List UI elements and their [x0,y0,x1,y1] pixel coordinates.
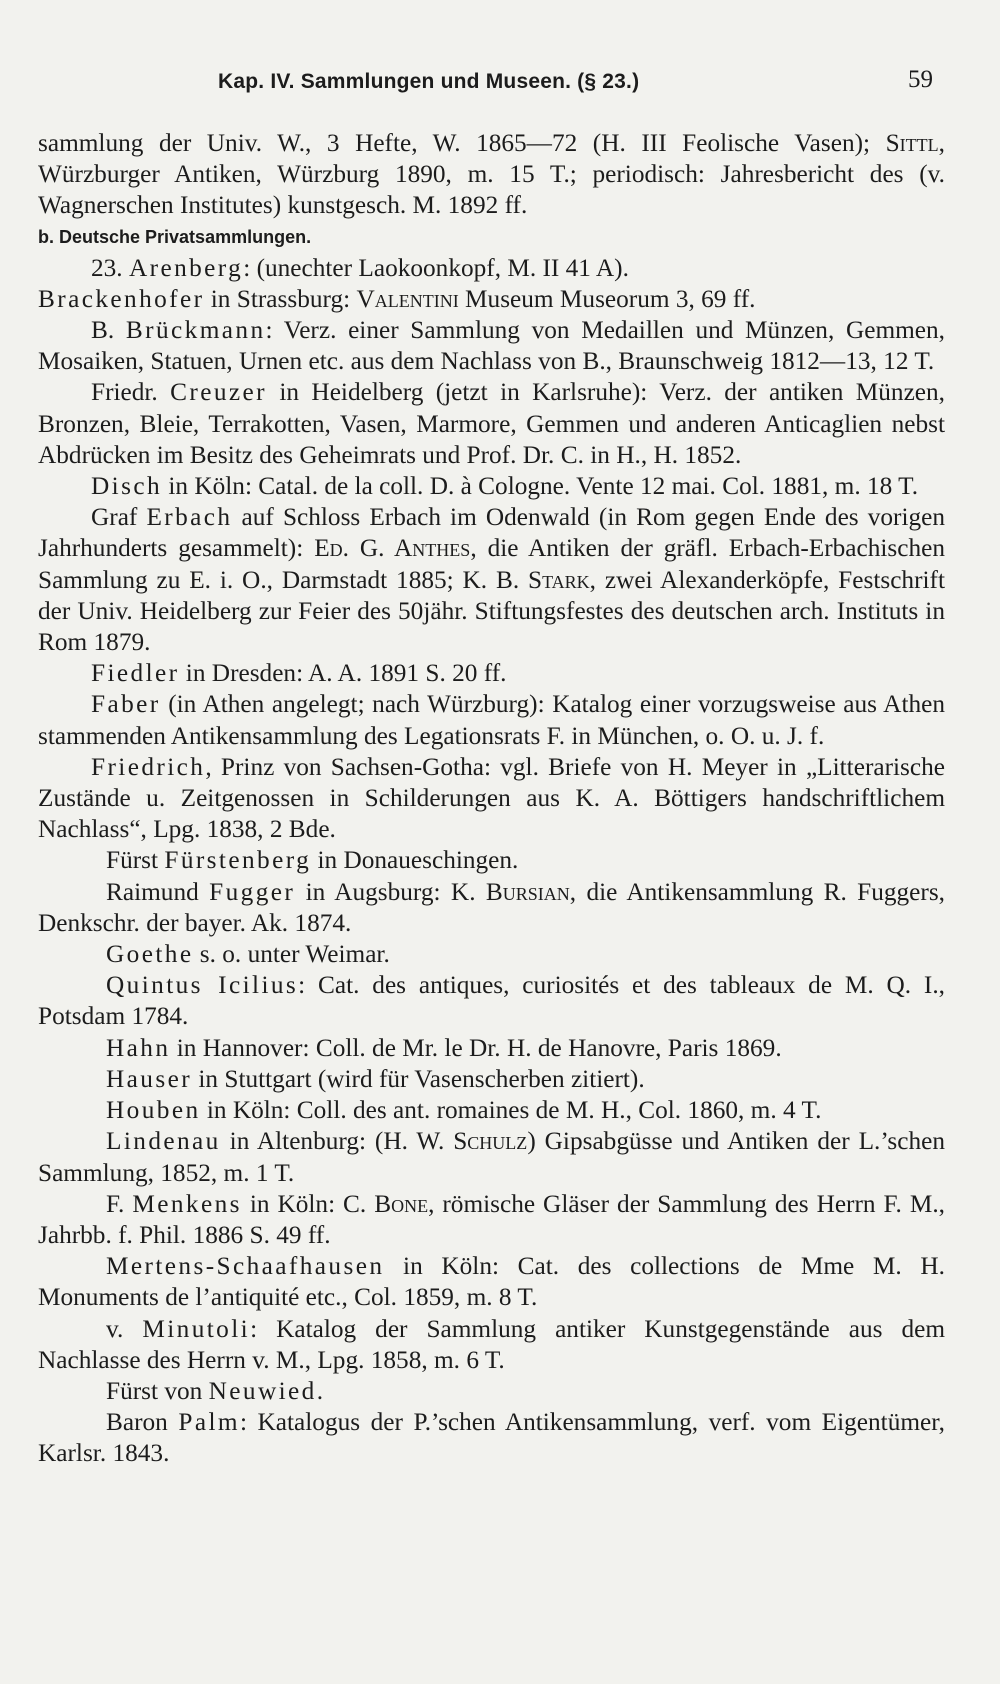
text-run: Museum Museorum 3, 69 ff. [458,284,756,313]
spaced-name: Friedrich [91,752,206,781]
running-head: Kap. IV. Sammlungen und Museen. (§ 23.) [218,70,640,93]
text-run: : (unechter Laokoonkopf, M. II 41 A). [243,253,629,282]
text-run: B. [91,316,126,345]
small-caps-author: Bursian [485,877,570,906]
text-run: in Stuttgart (wird für Vasenscherben zitiert). [192,1064,645,1093]
spaced-name: Houben [106,1096,201,1125]
spaced-name: Disch [91,472,163,501]
spaced-name: Hauser [106,1064,193,1093]
spaced-name: Lindenau [106,1127,221,1156]
small-caps-author: Sittl [885,129,939,157]
spaced-name: Palm [178,1408,240,1437]
text-run: , die Antiken der gräfl. Erbach-Erbachischen Sammlung zu E. i. O., Darmstadt 1885; K. B. [38,534,946,594]
spaced-name: Creuzer [170,378,267,407]
paragraph [38,1251,945,1313]
text-run: : Cat. des antiques, curiosités et des tableaux de M. Q. I., Potsdam 1784. [38,971,945,1031]
spaced-name: Fürstenberg [164,846,312,875]
small-caps-author: Bone [374,1189,429,1218]
page-number: 59 [908,66,933,93]
text-run: , römische Gläser der Sammlung des Herrn F. M., Jahrbb. f. Phil. 1886 S. 49 ff. [38,1189,945,1249]
spaced-name: Neuwied [208,1376,317,1405]
text-run: in Heidelberg (jetzt in Karlsruhe): Verz. der antiken Münzen, Bronzen, Bleie, Terrakotten, Vasen, Marmore, Gemmen und anderen Anticaglien nebst Abdrücken im Besitz des Geheimrats und Prof. Dr. C. in H., H. 1852. [38,378,946,469]
text-run: in Altenburg: (H. W. [220,1127,454,1156]
paragraph [38,877,945,939]
paragraph [38,970,945,1032]
text-run: in Dresden: A. A. 1891 S. 20 ff. [179,659,507,688]
text-run: ) Gipsabgüsse und Antiken der L.’schen Sammlung, 1852, m. 1 T. [38,1127,945,1187]
paragraph [38,1064,945,1095]
small-caps-author: Schulz [453,1127,528,1156]
small-caps-author: Valentini [356,284,459,313]
text-run: , zwei Alexanderköpfe, Festschrift der Univ. Heidelberg zur Feier des 50jähr. Stiftungsfestes des deutschen arch. Instituts in Rom 1879. [38,565,945,657]
text-run: Friedr. [91,378,171,407]
paragraph [38,502,945,658]
paragraph [38,1314,945,1376]
paragraph [38,1033,945,1064]
paragraph [38,845,945,876]
paragraph [38,752,945,846]
spaced-name: Fiedler [91,659,180,688]
spaced-name: Brückmann [125,316,266,345]
small-caps-author: Stark [528,565,590,594]
paragraph [38,1376,945,1407]
spaced-name: Goethe [106,940,194,969]
spaced-name: Brackenhofer [38,284,205,313]
text-run: Graf [91,503,147,532]
spaced-name: Mertens-Schaafhausen [106,1252,385,1281]
text-run: , Würzburger Antiken, Würzburg 1890, m. 15 T.; periodisch: Jahresbericht des (v. Wagnerschen Institutes) kunstgesch. M. 1892 ff. [38,129,945,220]
text-run: b. Deutsche Privatsammlungen. [38,226,312,247]
small-caps-author: Ed. G. Anthes [314,534,471,563]
section-heading [38,222,945,253]
text-run: in Donaueschingen. [311,846,519,875]
text-run: 23. [91,253,129,282]
text-run: Fürst [106,846,165,875]
spaced-name: Faber [91,690,161,719]
paragraph [38,1126,945,1188]
text-run: : Katalog der Sammlung antiker Kunstgegenstände aus dem Nachlasse des Herrn v. M., Lpg. 1858, m. 6 T. [38,1314,946,1374]
spaced-name: Hahn [106,1033,171,1062]
paragraph [38,128,945,222]
paragraph [38,377,945,471]
paragraph [38,284,945,315]
text-run: Baron [106,1408,179,1437]
text-run: Raimund [106,877,210,906]
spaced-name: Fugger [209,877,296,906]
paragraph [38,1095,945,1126]
text-run: , die Antikensammlung R. Fuggers, Denkschr. der bayer. Ak. 1874. [38,877,946,937]
text-run: v. [106,1314,143,1343]
paragraph [38,253,945,284]
text-run: : Katalogus der P.’schen Antikensammlung, verf. vom Eigentümer, Karlsr. 1843. [38,1408,945,1468]
paragraph [38,658,945,689]
paragraph [38,939,945,970]
text-run: in Köln: Cat. des collections de Mme M. H. Monuments de l’antiquité etc., Col. 1859, m. 8 T. [38,1252,945,1312]
paragraph [38,1189,945,1251]
spaced-name: Arenberg [128,253,244,282]
text-run: in Köln: C. [241,1189,375,1218]
text-run: Fürst von [106,1376,209,1405]
page-header [38,60,945,104]
spaced-name: Menkens [132,1189,242,1218]
text-run: in Augsburg: K. [295,877,486,906]
text-run: . [316,1376,324,1405]
spaced-name: Minutoli [142,1314,251,1343]
paragraph [38,1407,945,1469]
text-run: in Köln: Catal. de la coll. D. à Cologne. Vente 12 mai. Col. 1881, m. 18 T. [162,472,919,501]
text-run: F. [106,1189,133,1218]
text-run: : Verz. einer Sammlung von Medaillen und Münzen, Gemmen, Mosaiken, Statuen, Urnen etc. aus dem Nachlass von B., Braunschweig 1812—13, 12 T. [38,316,945,376]
spaced-name: Quintus Icilius [106,971,299,1000]
paragraph [38,471,945,502]
paragraph [38,689,945,751]
text-run: sammlung der Univ. W., 3 Hefte, W. 1865—72 (H. III Feolische Vasen); [38,129,886,157]
text-run: auf Schloss Erbach im Odenwald (in Rom gegen Ende des vorigen Jahrhunderts gesammelt): [38,503,945,563]
text-run: in Köln: Coll. des ant. romaines de M. H., Col. 1860, m. 4 T. [200,1096,822,1125]
text-run: in Hannover: Coll. de Mr. le Dr. H. de Hanovre, Paris 1869. [170,1033,782,1062]
text-run: in Strassburg: [204,284,357,313]
page-body [38,128,945,1470]
spaced-name: Erbach [146,503,233,532]
text-run: , Prinz von Sachsen-Gotha: vgl. Briefe von H. Meyer in „Litterarische Zustände u. Zeitgenossen in Schilderungen aus K. A. Böttigers handschriftlichem Nachlass“, Lpg. 1838, 2 Bde. [38,752,945,844]
text-run: (in Athen angelegt; nach Würzburg): Katalog einer vorzugsweise aus Athen stammenden Antikensammlung des Legationsrats F. in München, o. O. u. J. f. [38,690,945,750]
text-run: s. o. unter Weimar. [193,940,390,969]
paragraph [38,315,945,377]
